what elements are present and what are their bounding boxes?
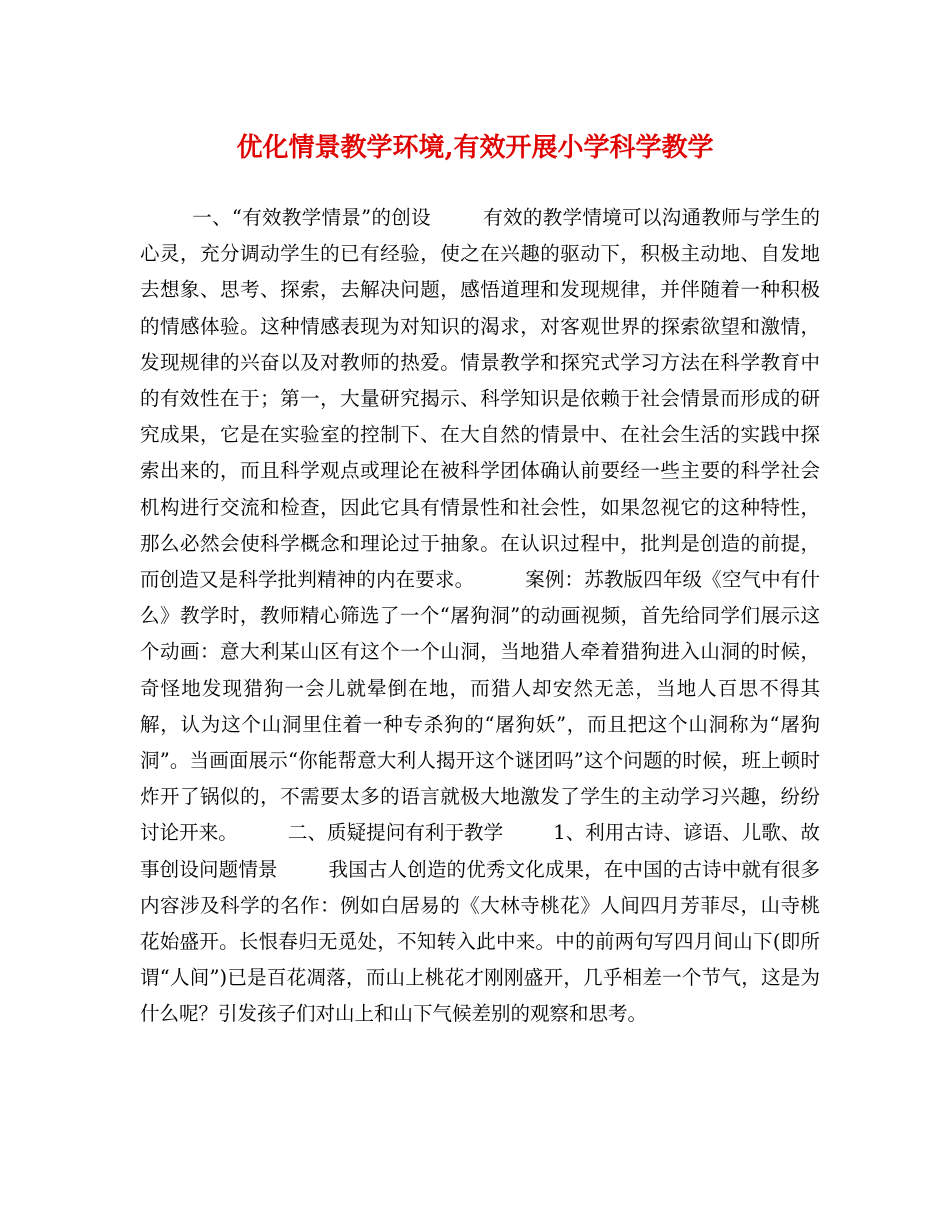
document-body-text: 一、“有效教学情景”的创设 有效的教学情境可以沟通教师与学生的心灵，充分调动学生的已有经验，使之在兴趣的驱动下，积极主动地、自发地去想象、思考、探索，去解决问题，感悟道理和发现规律，并伴随着一种积极的情感体验。这种情感表现为对知识的渴求，对客观世界的探索欲望和激情，发现规律的兴奋以及对教师的热爱。情景教学和探究式学习方法在科学教育中的有效性在于；第一，大量研究揭示、科学知识是依赖于社会情景而形成的研究成果，它是在实验室的控制下、在大自然的情景中、在社会生活的实践中探索出来的，而且科学观点或理论在被科学团体确认前要经一些主要的科学社会机构进行交流和检查，因此它具有情景性和社会性，如果忽视它的这种特性，那么必然会使科学概念和理论过于抽象。在认识过程中，批判是创造的前提，而创造又是科学批判精神的内在要求。 案例：苏教版四年级《空气中有什么》教学时，教师精心筛选了一个“屠狗洞”的动画视频，首先给同学们展示这个动画：意大利某山区有这个一个山洞，当地猎人牵着猎狗进入山洞的时候，奇怪地发现猎狗一会儿就晕倒在地，而猎人却安然无恙，当地人百思不得其解，认为这个山洞里住着一种专杀狗的“屠狗妖”，而且把这个山洞称为“屠狗洞”。当画面展示“你能帮意大利人揭开这个谜团吗”这个问题的时候，班上顿时炸开了锅似的，不需要太多的语言就极大地激发了学生的主动学习兴趣，纷纷讨论开来。 二、质疑提问有利于教学 1、利用古诗、谚语、儿歌、故事创设问题情景 我国古人创造的优秀文化成果，在中国的古诗中就有很多内容涉及科学的名作：例如白居易的《大林寺桃花》人间四月芳菲尽，山寺桃花始盛开。长恨春归无觅处，不知转入此中来。中的前两句写四月间山下(即所谓“人间”)已是百花凋落，而山上桃花才刚刚盛开，几乎相差一个节气，这是为什么呢？引发孩子们对山上和山下气候差别的观察和思考。 [140, 206, 820, 1026]
document-title: 优化情景教学环境,有效开展小学科学教学 [236, 133, 714, 163]
